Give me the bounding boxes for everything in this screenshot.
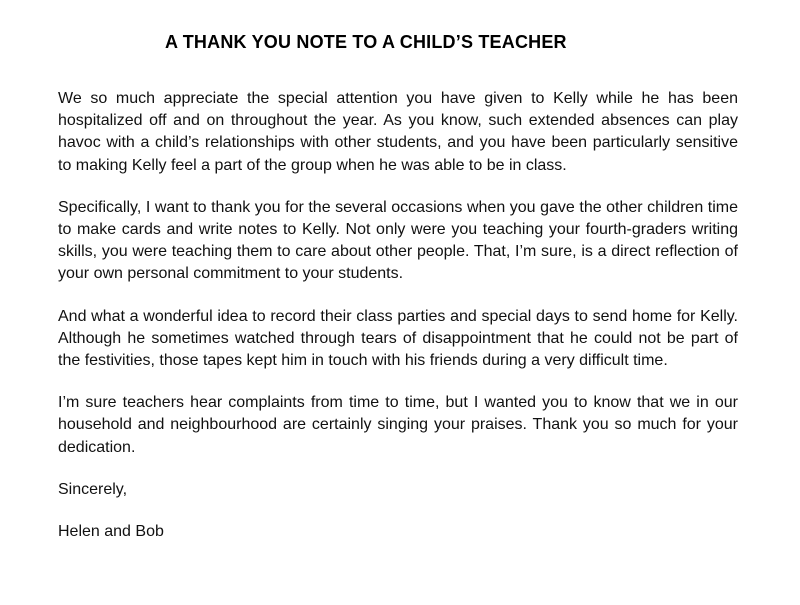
closing: Sincerely, (58, 480, 128, 498)
paragraph-3: And what a wonderful idea to record their class parties and special days to send home for Kelly. Although he sometimes watched through tears of disappointment that he could not be part of the festivities, those tapes kept him in touch with his friends during a very difficult time. (58, 307, 738, 370)
paragraph-2: Specifically, I want to thank you for the several occasions when you gave the other children time to make cards and write notes to Kelly. Not only were you teaching your fourth-graders writing skills, you were teaching them to care about other people. That, I’m sure, is a direct reflection of your own personal commitment to your students. (58, 198, 738, 283)
paragraph-1: We so much appreciate the special attention you have given to Kelly while he has been hospitalized off and on throughout the year. As you know, such extended absences can play havoc with a child’s relationships with other students, and you have been particularly sensitive to making Kelly feel a part of the group when he was able to be in class. (58, 90, 738, 174)
paragraph-4: I’m sure teachers hear complaints from time to time, but I wanted you to know that we in our household and neighbourhood are certainly singing your praises. Thank you so much for your dedication. (58, 394, 738, 456)
page-title: A THANK YOU NOTE TO A CHILD’S TEACHER (165, 32, 567, 52)
letter-body (58, 88, 738, 543)
letter-page (58, 30, 738, 543)
signature: Helen and Bob (58, 522, 164, 540)
